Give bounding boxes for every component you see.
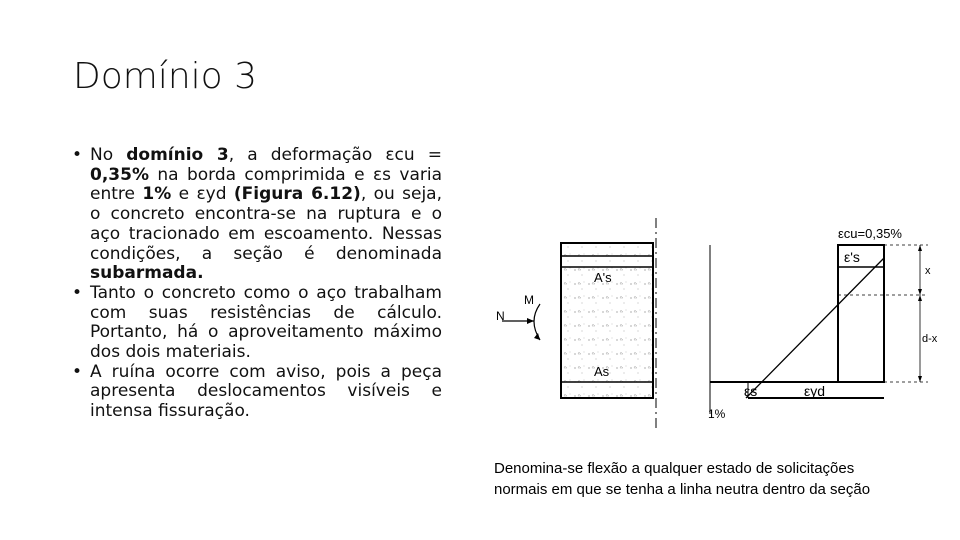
caption-line-1: Denomina-se flexão a qualquer estado de solicitações — [494, 460, 855, 477]
label-m: M — [524, 293, 534, 307]
domain-3-diagram — [488, 210, 938, 435]
label-as-bottom: As — [594, 364, 610, 379]
loads — [496, 293, 540, 340]
bold-text: (Figura 6.12) — [233, 184, 361, 205]
bold-text: domínio 3 — [126, 145, 229, 165]
bullet-text: , ou seja, o concreto encontra-se na ruptura e o aço tracionado em escoamento. Nessas condições, a seção é denominada — [90, 184, 443, 264]
label-n: N — [496, 309, 505, 323]
bullet-list — [70, 146, 442, 422]
bullet-text: e εyd — [171, 184, 234, 205]
label-es: εs — [744, 383, 758, 399]
bullet-text: Tanto o concreto como o aço trabalham com suas resistências de cálculo. Portanto, há o aproveitamento máximo dos dois materiais. — [90, 282, 442, 363]
bullet-text: No — [90, 145, 127, 165]
label-eyd: εyd — [804, 383, 826, 399]
label-ecu: εcu=0,35% — [838, 226, 902, 241]
label-one-percent: 1% — [708, 407, 726, 421]
cross-section — [561, 218, 656, 430]
label-as-top: A's — [594, 270, 612, 285]
bullet-item — [70, 363, 442, 422]
bold-text: 0,35% — [90, 164, 149, 185]
bold-text: subarmada. — [90, 263, 204, 284]
label-es-top: ε's — [844, 249, 860, 265]
strain-diagram — [708, 226, 938, 421]
slide-title: Domínio 3 — [73, 56, 258, 97]
bullet-text: A ruína ocorre com aviso, pois a peça apresenta deslocamentos visíveis e intensa fissuração. — [90, 361, 442, 422]
figure-caption — [494, 458, 954, 500]
bullet-item — [70, 284, 442, 363]
caption-line-2: normais em que se tenha a linha neutra dentro da seção — [494, 481, 871, 498]
bullet-text: na borda comprimida e εs varia entre — [90, 164, 442, 205]
bullet-item — [70, 146, 442, 284]
label-dx: d-x — [922, 333, 938, 345]
label-x: x — [925, 265, 931, 277]
bold-text: 1% — [142, 184, 172, 205]
bullet-text: , a deformação εcu = — [228, 145, 442, 165]
